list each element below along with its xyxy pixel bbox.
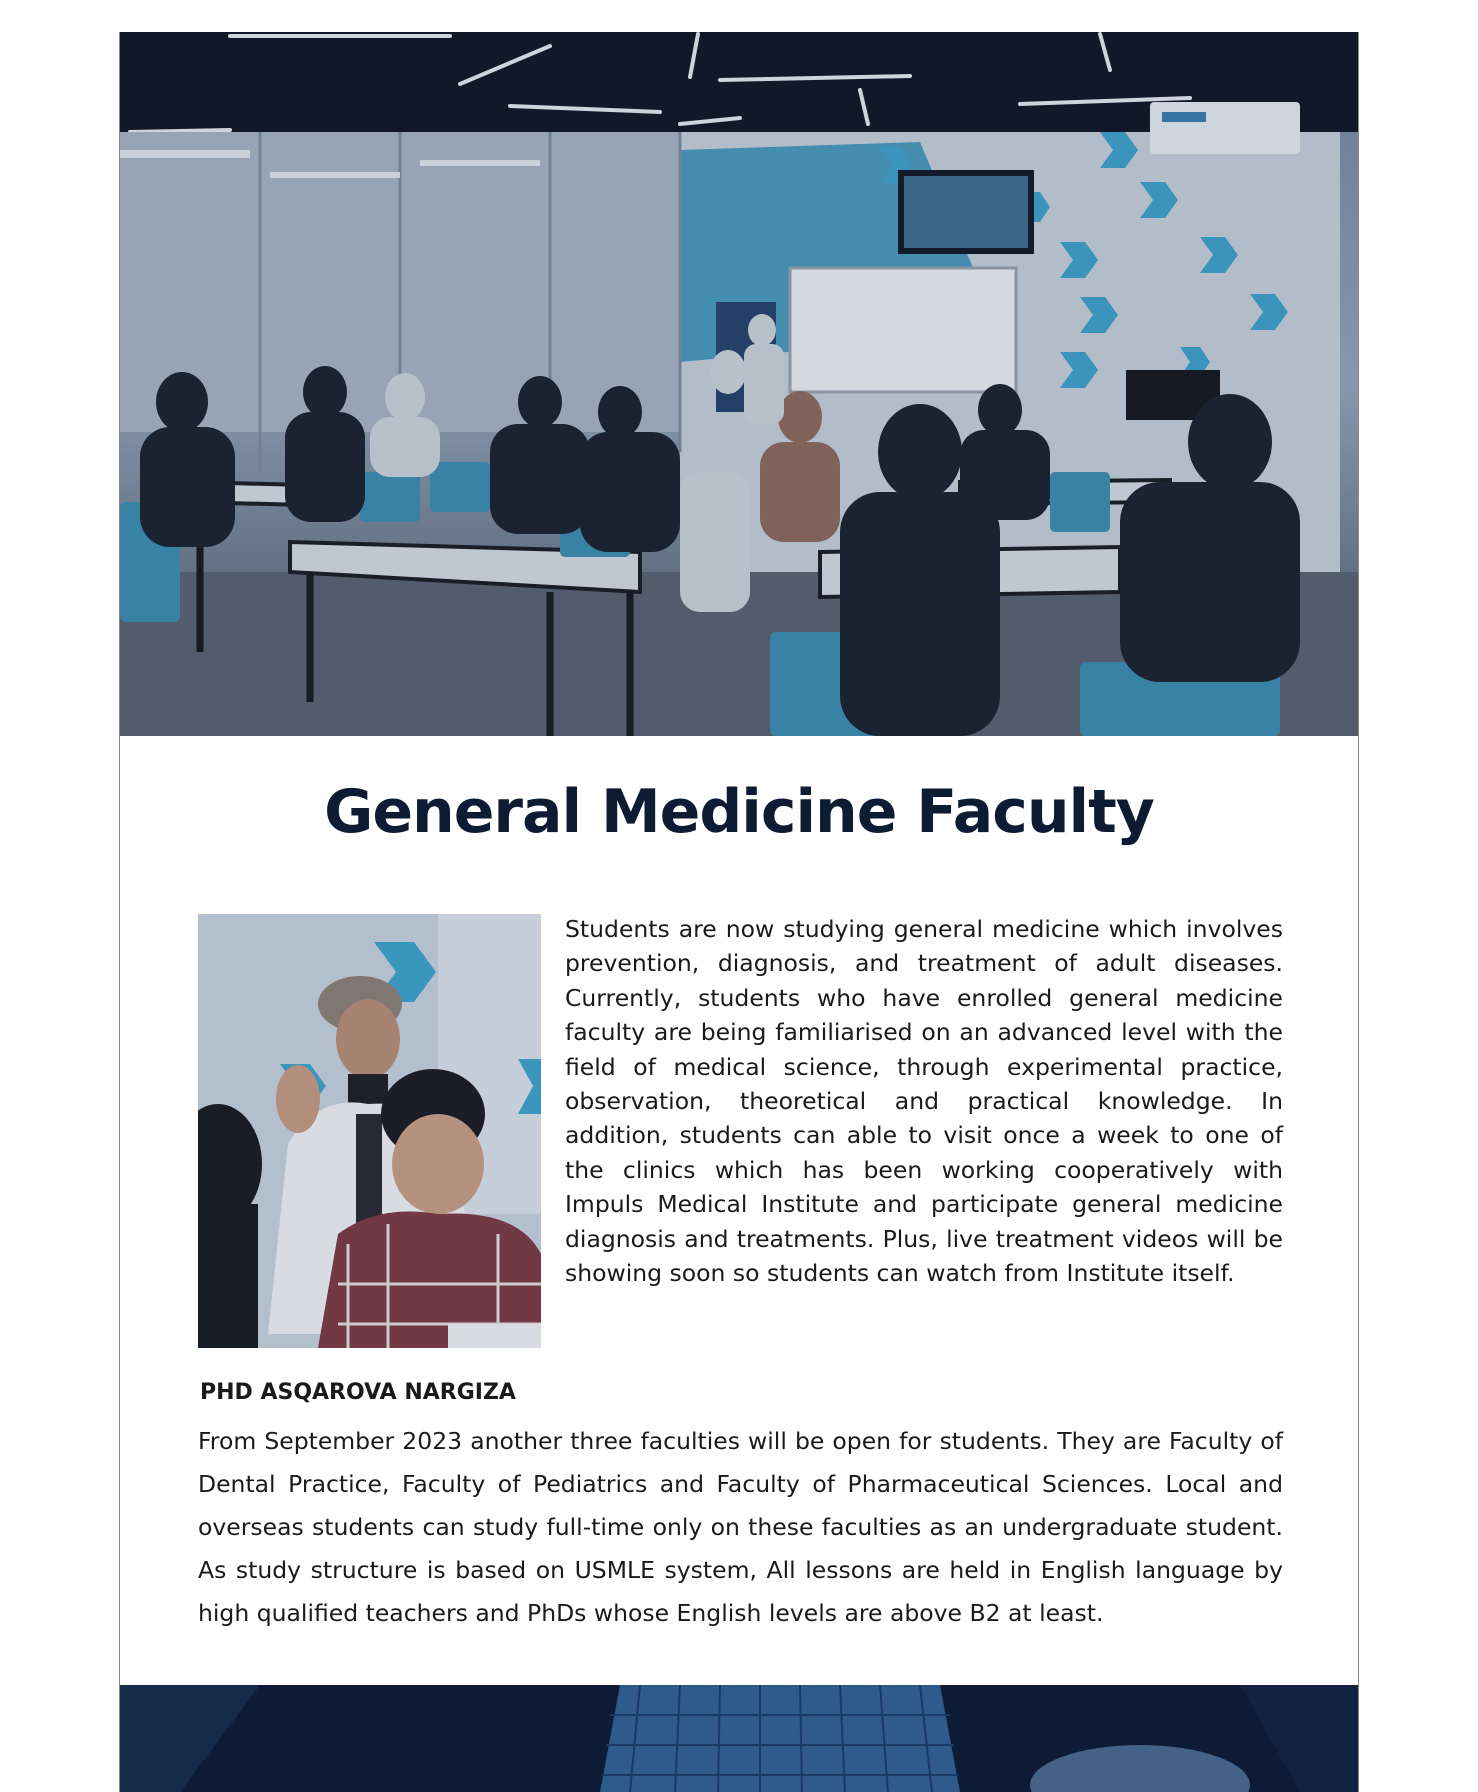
body-paragraph: From September 2023 another three faculties will be open for students. They are Faculty of Dental Practice, Faculty of Pediatrics and Faculty of Pharmaceutical Sciences. Local and overseas students can study full-time only on these faculties as an undergraduate student. As study structure is based on USMLE system, All lessons are held in English language by high qualified teachers and PhDs whose English levels are above B2 at least. <box>198 1427 1283 1627</box>
intro-paragraph: Students are now studying general medicine which involves prevention, diagnosis, and treatment of adult diseases. Currently, students who have enrolled general medicine faculty are being familiarised on an advanced level with the field of medical science, through experimental practice, observation, theoretical and practical knowledge. In addition, students can able to visit once a week to one of the clinics which has been working cooperatively with Impuls Medical Institute and participate general medicine diagnosis and treatments. Plus, live treatment videos will be showing soon so students can watch from Institute itself. <box>565 915 1283 1288</box>
teacher-portrait-photo <box>198 914 541 1348</box>
portrait-caption: PHD ASQAROVA NARGIZA <box>200 1380 516 1405</box>
classroom-photo <box>120 32 1358 736</box>
building-photo-strip <box>120 1685 1358 1792</box>
document-page <box>119 32 1359 1792</box>
page-title: General Medicine Faculty <box>324 777 1154 847</box>
